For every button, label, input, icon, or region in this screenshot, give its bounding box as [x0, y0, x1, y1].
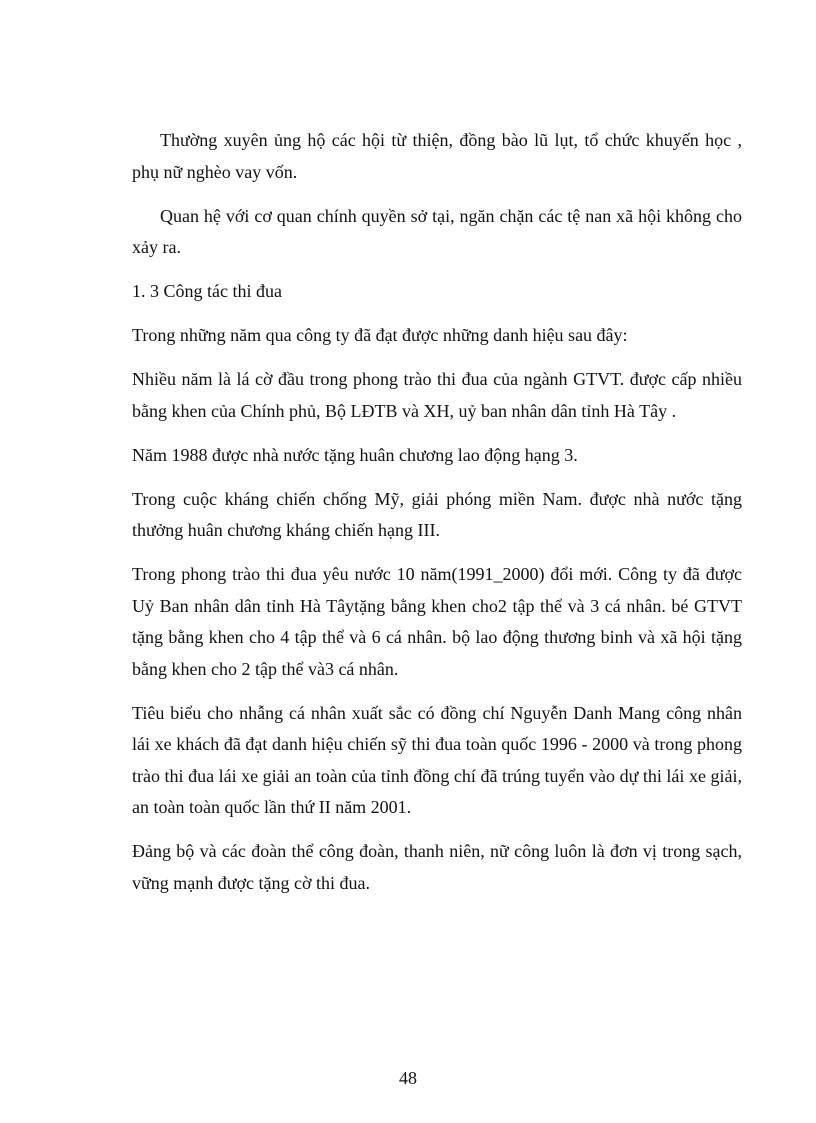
paragraph-intro: Trong những năm qua công ty đã đạt được những danh hiệu sau đây: — [132, 325, 628, 345]
paragraph-party-committee: Đảng bộ và các đoàn thể công đoàn, thanh niên, nữ công luôn là đơn vị trong sạch, vững mạnh được tặng cờ thi đua. — [132, 841, 742, 893]
paragraph-outstanding-individual: Tiêu biểu cho nhẫng cá nhân xuất sắc có đồng chí Nguyễn Danh Mang công nhân lái xe khách đã đạt danh hiệu chiến sỹ thi đua toàn quốc 1996 - 2000 và trong phong trào thi đua lái xe giải an toàn của tỉnh đồng chí đã trúng tuyển vào dự thi lái xe giải, an toàn toàn quốc lần thứ II năm 2001. — [132, 702, 742, 817]
paragraph-labor-medal: Năm 1988 được nhà nước tặng huân chương lao động hạng 3. — [132, 444, 578, 465]
paragraph-emulation-10-years: Trong phong trào thi đua yêu nước 10 năm(1991_2000) đổi mới. Công ty đã được Uỷ Ban nhân dân tỉnh Hà Tâytặng bằng khen cho2 tập thể và 3 cá nhân. bé GTVT tặng bằng khen cho 4 tập thể và 6 cá nhân. bộ lao động thương binh và xã hội tặng bằng khen cho 2 tập thể và3 cá nhân. — [132, 564, 742, 679]
paragraph-resistance-medal: Trong cuộc kháng chiến chống Mỹ, giải phóng miền Nam. được nhà nước tặng thưởng huân chương kháng chiến hạng III. — [132, 488, 742, 540]
paragraph-leading-flag: Nhiều năm là lá cờ đầu trong phong trào thi đua của ngành GTVT. được cấp nhiều bằng khen của Chính phủ, Bộ LĐTB và XH, uỷ ban nhân dân tỉnh Hà Tây . — [132, 369, 742, 421]
page-content — [132, 125, 742, 912]
paragraph-local-relations: Quan hệ với cơ quan chính quyền sở tại, ngăn chặn các tệ nan xã hội không cho xảy ra. — [132, 205, 742, 257]
page-number: 48 — [399, 1068, 417, 1088]
section-heading: 1. 3 Công tác thi đua — [132, 281, 282, 301]
paragraph-charity: Thường xuyên ủng hộ các hội từ thiện, đồng bào lũ lụt, tổ chức khuyến học , phụ nữ nghèo vay vốn. — [132, 130, 742, 182]
